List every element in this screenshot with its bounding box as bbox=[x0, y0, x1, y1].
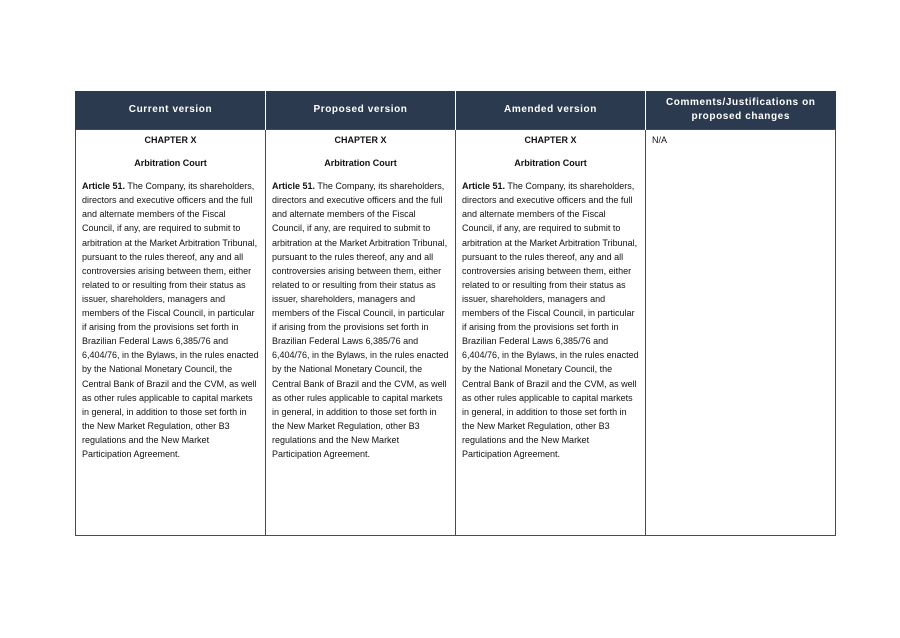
current-version-cell bbox=[76, 130, 266, 536]
bylaws-comparison-table bbox=[75, 91, 836, 536]
chapter-title: CHAPTER X bbox=[334, 135, 387, 145]
article-paragraph bbox=[462, 179, 639, 461]
article-text: The Company, its shareholders, directors and executive officers and the full and alternate members of the Fiscal Council, if any, are required to submit to arbitration at the Market Arbitration Tribunal, pursuant to the rules thereof, any and all controversies arising between them, either related to or resulting from their status as issuer, shareholders, managers and members of the Fiscal Council, in particular if arising from the provisions set forth in Brazilian Federal Laws 6,385/76 and 6,404/76, in the Bylaws, in the rules enacted by the National Monetary Council, the Central Bank of Brazil and the CVM, as well as other rules applicable to capital markets in general, in addition to those set forth in the New Market Regulation, other B3 regulations and the New Market Participation Agreement. bbox=[272, 181, 449, 459]
table-body bbox=[76, 130, 836, 536]
header-proposed-version: Proposed version bbox=[266, 91, 456, 130]
header-current-version: Current version bbox=[76, 91, 266, 130]
section-heading: Arbitration Court bbox=[324, 158, 397, 169]
section-heading: Arbitration Court bbox=[134, 158, 207, 169]
chapter-title: CHAPTER X bbox=[144, 135, 197, 145]
table-header bbox=[76, 91, 836, 130]
proposed-version-cell bbox=[266, 130, 456, 536]
article-label: Article 51. bbox=[82, 181, 126, 192]
article-paragraph bbox=[82, 179, 259, 461]
comment-text: N/A bbox=[652, 135, 668, 145]
section-heading: Arbitration Court bbox=[514, 158, 587, 169]
article-text: The Company, its shareholders, directors and executive officers and the full and alternate members of the Fiscal Council, if any, are required to submit to arbitration at the Market Arbitration Tribunal, pursuant to the rules thereof, any and all controversies arising between them, either related to or resulting from their status as issuer, shareholders, managers and members of the Fiscal Council, in particular if arising from the provisions set forth in Brazilian Federal Laws 6,385/76 and 6,404/76, in the Bylaws, in the rules enacted by the National Monetary Council, the Central Bank of Brazil and the CVM, as well as other rules applicable to capital markets in general, in addition to those set forth in the New Market Regulation, other B3 regulations and the New Market Participation Agreement. bbox=[462, 181, 639, 459]
amended-version-cell bbox=[456, 130, 646, 536]
chapter-title: CHAPTER X bbox=[524, 135, 577, 145]
comments-cell bbox=[646, 130, 836, 536]
header-comments: Comments/Justifications on proposed changes bbox=[646, 91, 836, 130]
header-row bbox=[76, 91, 836, 130]
article-text: The Company, its shareholders, directors and executive officers and the full and alternate members of the Fiscal Council, if any, are required to submit to arbitration at the Market Arbitration Tribunal, pursuant to the rules thereof, any and all controversies arising between them, either related to or resulting from their status as issuer, shareholders, managers and members of the Fiscal Council, in particular if arising from the provisions set forth in Brazilian Federal Laws 6,385/76 and 6,404/76, in the Bylaws, in the rules enacted by the National Monetary Council, the Central Bank of Brazil and the CVM, as well as other rules applicable to capital markets in general, in addition to those set forth in the New Market Regulation, other B3 regulations and the New Market Participation Agreement. bbox=[82, 181, 259, 459]
header-amended-version: Amended version bbox=[456, 91, 646, 130]
article-label: Article 51. bbox=[272, 181, 316, 192]
article-paragraph bbox=[272, 179, 449, 461]
table-row bbox=[76, 130, 836, 536]
article-label: Article 51. bbox=[462, 181, 506, 192]
